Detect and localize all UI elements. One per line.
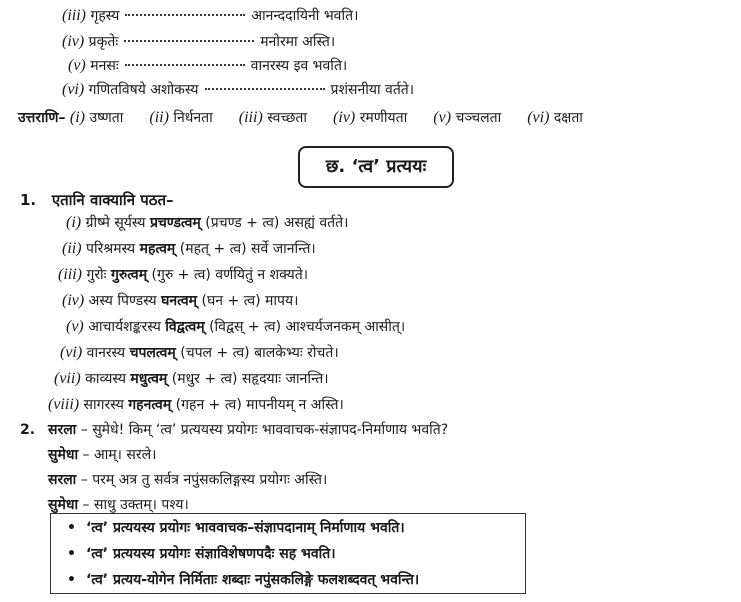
sentence-item	[66, 317, 405, 337]
speaker-name: सरला	[48, 472, 77, 488]
sentence-suffix: (गहन + त्व) मापनीयम् न अस्ति।	[175, 397, 344, 413]
sentence-suffix: (मधुर + त्व) सहृदयाः जानन्ति।	[171, 371, 329, 387]
sentence-suffix: (चपल + त्व) बालकेभ्यः रोचते।	[180, 345, 339, 361]
sentence-item	[62, 239, 316, 259]
sentence-item	[66, 213, 348, 233]
highlighted-word: मधुत्वम्	[130, 371, 168, 387]
answer-number: (vi)	[527, 109, 550, 126]
speaker-name: सुमेधा	[48, 497, 79, 513]
answer-text: चञ्चलता	[455, 110, 502, 126]
blank-line	[125, 6, 245, 16]
section-title: छ. ‘त्व’ प्रत्ययः	[298, 146, 454, 188]
answer-text: रमणीयता	[359, 110, 408, 126]
dialogue-line	[48, 445, 156, 465]
answer-item	[433, 110, 501, 126]
answer-item	[239, 110, 307, 126]
sentence-prefix: काव्यस्य	[85, 371, 126, 387]
highlighted-word: गहनत्वम्	[128, 397, 172, 413]
sentence-prefix: अस्य पिण्डस्य	[88, 293, 157, 309]
sentence-suffix: (घन + त्व) मापय।	[201, 293, 299, 309]
note-text: ‘त्व’ प्रत्यय-योगेन निर्मिताः शब्दाः नपुंसकलिङ्गे फलशब्दवत् भवन्ति।	[85, 572, 420, 588]
highlighted-word: विद्वत्वम्	[165, 319, 205, 335]
highlighted-word: महत्वम्	[139, 241, 176, 257]
answers-line	[18, 108, 609, 128]
blank-line	[124, 32, 254, 42]
sentence-prefix: सागरस्य	[83, 397, 124, 413]
dialogue-line	[48, 470, 327, 490]
sentence-prefix: आचार्यशङ्करस्य	[88, 319, 161, 335]
item-number: (viii)	[48, 396, 80, 413]
bullet-icon: •	[67, 572, 76, 588]
item-number: (iii)	[58, 266, 82, 283]
note-item	[67, 518, 405, 538]
dialogue-text: – परम् अत्र तु सर्वत्र नपुंसकलिङ्गस्य प्रयोगः अस्ति।	[80, 472, 328, 488]
highlighted-word: घनत्वम्	[161, 293, 198, 309]
sentence-suffix: (प्रचण्ड + त्व) असह्यं वर्तते।	[205, 215, 349, 231]
sentence-prefix: ग्रीष्मे सूर्यस्य	[85, 215, 146, 231]
note-item	[67, 570, 419, 590]
answer-number: (i)	[69, 109, 86, 126]
sentence-suffix: (विद्वस् + त्व) आश्चर्यजनकम् आसीत्।	[209, 319, 406, 335]
item-number: (v)	[66, 318, 84, 335]
sentence-item	[48, 395, 344, 415]
answer-number: (iii)	[238, 109, 263, 126]
question-2-number: 2.	[20, 422, 36, 438]
question-1-heading	[20, 190, 174, 210]
answer-item	[527, 110, 583, 126]
speaker-name: सुमेधा	[48, 447, 79, 463]
dialogue-text: – आम्। सरले।	[82, 447, 157, 463]
answer-number: (ii)	[149, 109, 169, 126]
item-suffix: प्रशंसनीया वर्तते।	[330, 82, 415, 98]
answer-text: स्वच्छता	[267, 110, 308, 126]
sentence-item	[62, 291, 298, 311]
highlighted-word: गुरुत्वम्	[110, 267, 148, 283]
answer-number: (iv)	[333, 109, 356, 126]
item-prefix: प्रकृतेः	[88, 34, 119, 50]
sentence-item	[60, 343, 339, 363]
item-number: (vi)	[60, 344, 83, 361]
item-number: (iv)	[62, 33, 85, 50]
sentence-item	[58, 265, 308, 285]
question-number: 1.	[20, 191, 37, 209]
answer-item	[333, 110, 407, 126]
dialogue-line	[48, 420, 448, 440]
answer-item	[70, 110, 123, 126]
item-prefix: मनसः	[90, 58, 119, 74]
exercise-item	[62, 80, 414, 100]
answers-label: उत्तराणि–	[18, 110, 66, 126]
note-text: ‘त्व’ प्रत्ययस्य प्रयोगः भाववाचक–संज्ञापदानाम् निर्माणाय भवति।	[85, 520, 405, 536]
dialogue-text: – साधु उक्तम्। पश्य।	[82, 497, 189, 513]
item-prefix: गणितविषये अशोकस्य	[88, 82, 199, 98]
item-suffix: वानरस्य इव भवति।	[250, 58, 348, 74]
sentence-prefix: वानरस्य	[86, 345, 126, 361]
dialogue-line	[48, 495, 189, 515]
answer-number: (v)	[433, 109, 452, 126]
item-number: (iv)	[62, 292, 85, 309]
sentence-prefix: गुरोः	[86, 267, 107, 283]
item-number: (i)	[66, 214, 82, 231]
sentence-suffix: (महत् + त्व) सर्वे जानन्ति।	[179, 241, 316, 257]
sentence-prefix: परिश्रमस्य	[86, 241, 136, 257]
highlighted-word: प्रचण्डत्वम्	[149, 215, 201, 231]
exercise-item	[62, 32, 335, 52]
item-number: (v)	[68, 57, 86, 74]
sentence-item	[54, 369, 329, 389]
item-suffix: आनन्ददायिनी भवति।	[251, 8, 359, 24]
answer-item	[149, 110, 212, 126]
exercise-item	[62, 6, 358, 26]
question-text: एतानि वाक्यानि पठत–	[51, 191, 174, 209]
note-text: ‘त्व’ प्रत्ययस्य प्रयोगः संज्ञाविशेषणपदैः सह भवति।	[85, 546, 336, 562]
exercise-item	[68, 56, 347, 76]
blank-line	[125, 56, 245, 66]
item-prefix: गृहस्य	[90, 8, 120, 24]
dialogue-text: – सुमेधे! किम् ‘त्व’ प्रत्ययस्य प्रयोगः भाववाचक-संज्ञापद-निर्माणाय भवति?	[80, 422, 449, 438]
speaker-name: सरला	[48, 422, 77, 438]
bullet-icon: •	[67, 546, 76, 562]
note-item	[67, 544, 336, 564]
notes-box	[50, 513, 526, 594]
item-suffix: मनोरमा अस्ति।	[260, 34, 336, 50]
item-number: (vii)	[54, 370, 81, 387]
answer-text: निर्धनता	[173, 110, 213, 126]
answer-text: दक्षता	[553, 110, 583, 126]
answer-text: उष्णता	[89, 110, 124, 126]
sentence-suffix: (गुरु + त्व) वर्णयितुं न शक्यते।	[151, 267, 309, 283]
item-number: (ii)	[62, 240, 82, 257]
item-number: (iii)	[62, 7, 86, 24]
bullet-icon: •	[67, 520, 76, 536]
blank-line	[205, 80, 325, 90]
item-number: (vi)	[62, 81, 85, 98]
highlighted-word: चपलत्वम्	[129, 345, 176, 361]
